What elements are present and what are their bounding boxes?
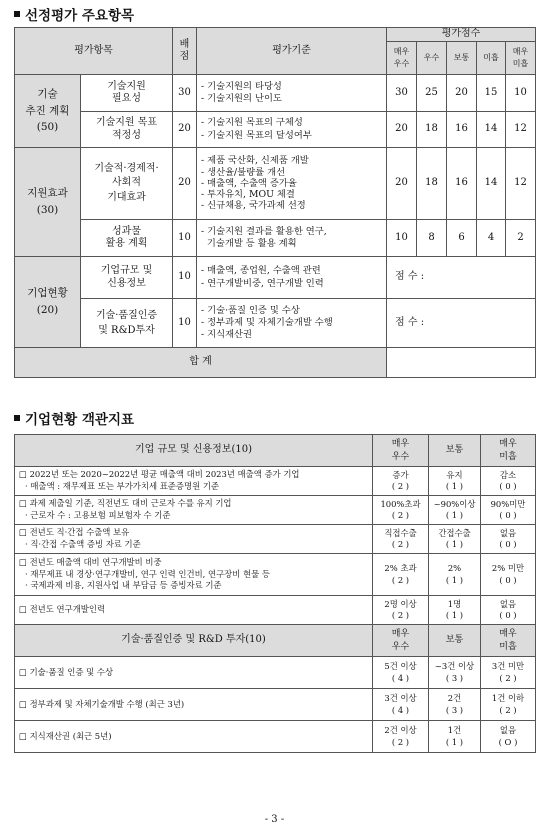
item-label: 기업규모 및 신용정보	[81, 257, 173, 299]
score-cell: 18	[417, 112, 447, 148]
grade-value: 간접수출 ( 1 )	[429, 525, 481, 554]
score-cell: 10	[506, 75, 536, 112]
indicator-description	[15, 721, 373, 753]
square-bullet-icon	[14, 415, 20, 421]
indicator-description	[15, 657, 373, 689]
score-cell: 14	[477, 112, 506, 148]
section-title-evaluation: 선정평가 주요항목	[14, 4, 134, 24]
total-label: 합 계	[15, 348, 387, 378]
grade-value: ~3건 이상 ( 3 )	[429, 657, 481, 689]
item-criteria: - 기술지원 결과를 활용한 연구, 기술개발 등 활용 계획	[197, 220, 387, 257]
indicator-description	[15, 689, 373, 721]
header-grade: 매우 우수	[387, 42, 417, 75]
total-score-field[interactable]	[387, 348, 536, 378]
indicator-description	[15, 496, 373, 525]
grade-value: 직접수출 ( 2 )	[373, 525, 429, 554]
category-effects: 지원효과 (30)	[15, 148, 81, 257]
item-points: 20	[173, 148, 197, 220]
score-cell: 25	[417, 75, 447, 112]
checkbox-text[interactable]: □ 정부과제 및 자체기술개발 수행 (최근 3년)	[19, 698, 185, 709]
grade-value: 1건 ( 1 )	[429, 721, 481, 753]
score-input-field[interactable]: 점 수 :	[387, 299, 536, 348]
header-grade: 보통	[447, 42, 477, 75]
section-title-indicators: 기업현황 객관지표	[14, 408, 134, 428]
grade-value: 90%미만 ( 0 )	[481, 496, 536, 525]
score-input-field[interactable]: 점 수 :	[387, 257, 536, 299]
score-cell: 12	[506, 112, 536, 148]
indicator-note: · 매출액 : 재무제표 또는 부가가치세 표준증명원 기준	[25, 481, 220, 491]
indicator-description	[15, 596, 373, 625]
item-label: 기술·품질인증 및 R&D투자	[81, 299, 173, 348]
grade-value: 2명 이상 ( 2 )	[373, 596, 429, 625]
grade-value: 3건 미만 ( 2 )	[481, 657, 536, 689]
evaluation-table	[14, 27, 536, 378]
checkbox-text[interactable]: □ 기술·품질 인증 및 수상	[19, 666, 114, 677]
indicator-description	[15, 554, 373, 596]
score-cell: 12	[506, 148, 536, 220]
grade-value: 유지 ( 1 )	[429, 467, 481, 496]
indicator-note: · 국제과제 비용, 지원사업 내 부담금 등 증빙자료 기준	[25, 580, 222, 591]
score-cell: 16	[447, 148, 477, 220]
indicator-description	[15, 525, 373, 554]
header-grade: 미흡	[477, 42, 506, 75]
checkbox-text[interactable]: □ 2022년 또는 2020~2022년 평균 매출액 대비 2023년 매출액 증가 기업	[19, 469, 300, 480]
score-cell: 10	[387, 220, 417, 257]
score-cell: 30	[387, 75, 417, 112]
item-label: 기술지원 필요성	[81, 75, 173, 112]
header-criteria: 평가기준	[197, 28, 387, 75]
header-grade: 우수	[417, 42, 447, 75]
item-label: 기술지원 목표 적정성	[81, 112, 173, 148]
indicator-table	[14, 434, 536, 753]
square-bullet-icon	[14, 11, 20, 17]
grade-header: 매우 미흡	[481, 625, 536, 657]
item-criteria: - 제품 국산화, 신제품 개발 - 생산율/불량률 개선 - 매출액, 수출액 증가율 - 투자유치, MOU 체결 - 신규채용, 국가과제 선정	[197, 148, 387, 220]
grade-value: 5건 이상 ( 4 )	[373, 657, 429, 689]
score-cell: 18	[417, 148, 447, 220]
indicator-note: · 근로자 수 : 고용보험 피보험자 수 기준	[25, 510, 171, 520]
grade-header: 보통	[429, 435, 481, 467]
grade-value: 1명 ( 1 )	[429, 596, 481, 625]
score-cell: 20	[387, 148, 417, 220]
indicator-description	[15, 467, 373, 496]
grade-value: 없음 ( 0 )	[481, 525, 536, 554]
grade-header: 매우 미흡	[481, 435, 536, 467]
item-label: 성과물 활용 계획	[81, 220, 173, 257]
score-cell: 16	[447, 112, 477, 148]
header-grade: 매우 미흡	[506, 42, 536, 75]
item-criteria: - 매출액, 종업원, 수출액 관련 - 연구개발비중, 연구개발 인력	[197, 257, 387, 299]
grade-value: 1건 이하 ( 2 )	[481, 689, 536, 721]
grade-value: 감소 ( 0 )	[481, 467, 536, 496]
item-label: 기술적·경제적· 사회적 기대효과	[81, 148, 173, 220]
checkbox-text[interactable]: □ 전년도 연구개발인력	[19, 604, 106, 615]
header-score: 평가점수	[387, 28, 536, 42]
grade-value: 없음 ( O )	[481, 721, 536, 753]
score-cell: 20	[387, 112, 417, 148]
checkbox-text[interactable]: □ 과제 제출일 기준, 직전년도 대비 근로자 수를 유지 기업	[19, 498, 232, 509]
checkbox-text[interactable]: □ 전년도 직·간접 수출액 보유	[19, 527, 130, 538]
grade-value: 2건 이상 ( 2 )	[373, 721, 429, 753]
grade-value: 2% 초과 ( 2 )	[373, 554, 429, 596]
grade-value: 2건 ( 3 )	[429, 689, 481, 721]
grade-value: 100%초과 ( 2 )	[373, 496, 429, 525]
checkbox-text[interactable]: □ 지식재산권 (최근 5년)	[19, 730, 112, 741]
item-criteria: - 기술지원 목표의 구체성 - 기술지원 목표의 달성여부	[197, 112, 387, 148]
block-header: 기술·품질인증 및 R&D 투자(10)	[15, 625, 373, 657]
category-company: 기업현황 (20)	[15, 257, 81, 348]
page-number: - 3 -	[264, 814, 285, 825]
grade-value: ~90%이상 ( 1 )	[429, 496, 481, 525]
grade-value: 2% ( 1 )	[429, 554, 481, 596]
grade-value: 없음 ( 0 )	[481, 596, 536, 625]
grade-value: 3건 이상 ( 4 )	[373, 689, 429, 721]
grade-value: 증가 ( 2 )	[373, 467, 429, 496]
score-cell: 4	[477, 220, 506, 257]
header-points: 배 점	[173, 28, 197, 75]
score-cell: 6	[447, 220, 477, 257]
score-cell: 14	[477, 148, 506, 220]
item-points: 10	[173, 220, 197, 257]
score-cell: 15	[477, 75, 506, 112]
score-cell: 20	[447, 75, 477, 112]
item-points: 10	[173, 299, 197, 348]
item-criteria: - 기술지원의 타당성 - 기술지원의 난이도	[197, 75, 387, 112]
checkbox-text[interactable]: □ 전년도 매출액 대비 연구개발비 비중	[19, 556, 162, 567]
score-cell: 2	[506, 220, 536, 257]
grade-header: 보통	[429, 625, 481, 657]
grade-header: 매우 우수	[373, 625, 429, 657]
indicator-note: · 재무제표 내 경상·연구개발비, 연구 인력 인건비, 연구장비 현물 등	[25, 568, 270, 579]
category-tech-plan: 기술 추진 계획 (50)	[15, 75, 81, 148]
grade-value: 2% 미만 ( 0 )	[481, 554, 536, 596]
grade-header: 매우 우수	[373, 435, 429, 467]
score-cell: 8	[417, 220, 447, 257]
item-criteria: - 기술·품질 인증 및 수상 - 정부과제 및 자체기술개발 수행 - 지식재산권	[197, 299, 387, 348]
item-points: 10	[173, 257, 197, 299]
header-item: 평가항목	[15, 28, 173, 75]
indicator-note: · 직·간접 수출액 증빙 자료 기준	[25, 539, 141, 549]
item-points: 30	[173, 75, 197, 112]
block-header: 기업 규모 및 신용정보(10)	[15, 435, 373, 467]
item-points: 20	[173, 112, 197, 148]
